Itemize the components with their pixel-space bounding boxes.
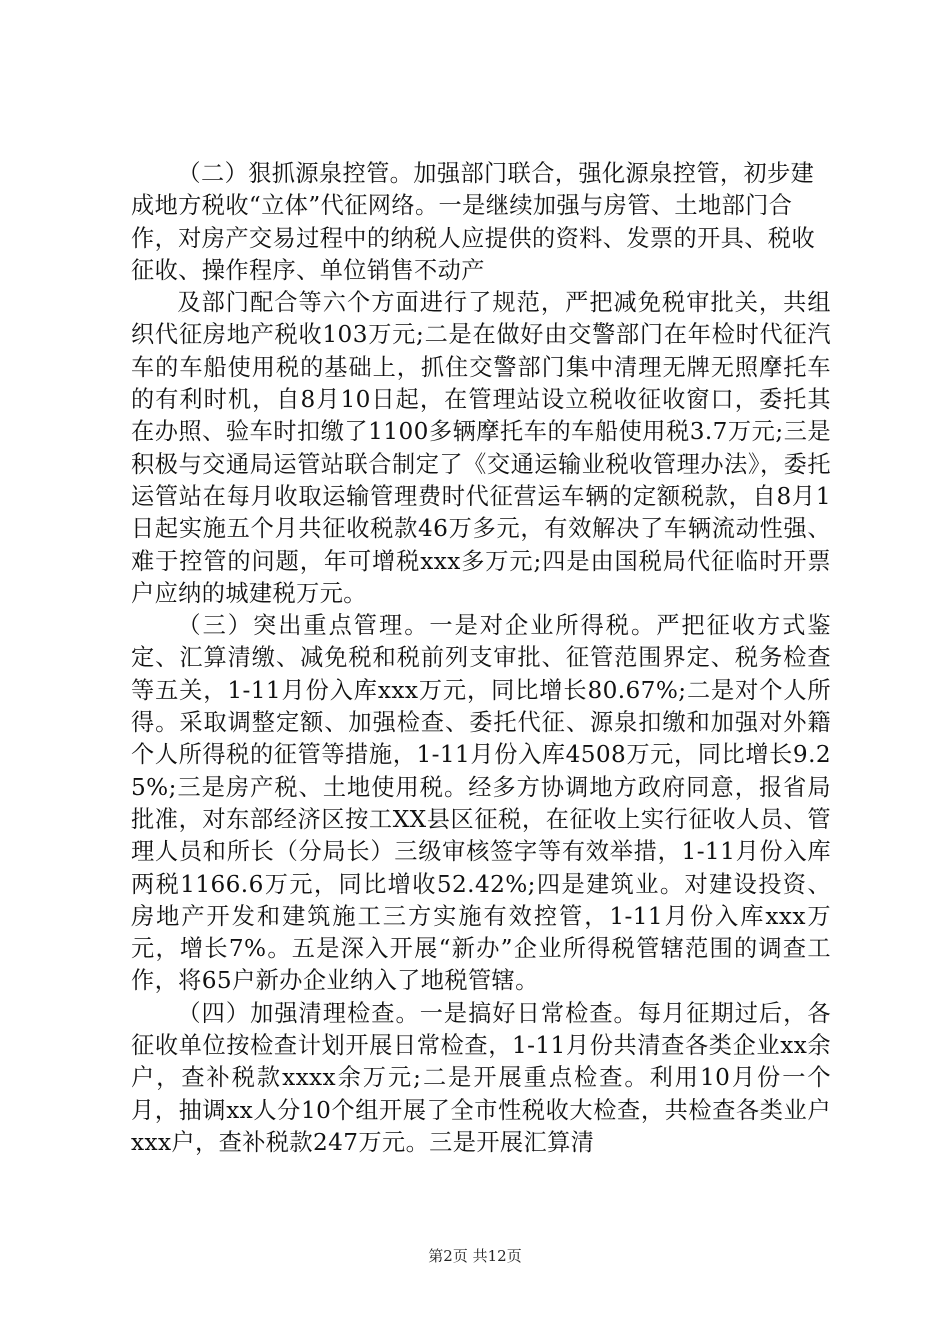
paragraph-department-cooperation: 及部门配合等六个方面进行了规范，严把减免税审批关，共组织代征房地产税收103万元;二是在做好由交警部门在年检时代征汽车的车船使用税的基础上，抓住交警部门集中清理无牌无照摩托车的有利时机，自8月10日起，在管理站设立税收征收窗口，委托其在办照、验车时扣缴了1100多辆摩托车的车船使用税3.7万元;三是积极与交通局运管站联合制定了《交通运输业税收管理办法》，委托运管站在每月收取运输管理费时代征营运车辆的定额税款，自8月1日起实施五个月共征收税款46万多元，有效解决了车辆流动性强、难于控管的问题，年可增税xxx多万元;四是由国税局代征临时开票户应纳的城建税万元。: [131, 289, 831, 607]
document-body: [131, 158, 831, 1159]
paragraph-source-control: （二）狠抓源泉控管。加强部门联合，强化源泉控管，初步建成地方税收“立体”代征网络。一是继续加强与房管、土地部门合作，对房产交易过程中的纳税人应提供的资料、发票的开具、税收征收、操作程序、单位销售不动产: [131, 160, 816, 284]
paragraph-inspection: （四）加强清理检查。一是搞好日常检查。每月征期过后，各征收单位按检查计划开展日常检查，1-11月份共清查各类企业xx余户，查补税款xxxx余万元;二是开展重点检查。利用10月份一个月，抽调xx人分10个组开展了全市性税收大检查，共检查各类业户xxx户，查补税款247万元。三是开展汇算清: [131, 999, 831, 1156]
page-number-footer: 第2页 共12页: [428, 1247, 522, 1265]
paragraph-key-management: （三）突出重点管理。一是对企业所得税。严把征收方式鉴定、汇算清缴、减免税和税前列支审批、征管范围界定、税务检查等五关，1-11月份入库xxx万元，同比增长80.67%;二是对个人所得。采取调整定额、加强检查、委托代征、源泉扣缴和加强对外籍个人所得税的征管等措施，1-11月份入库4508万元，同比增长9.25%;三是房产税、土地使用税。经多方协调地方政府同意，报省局批准，对东部经济区按工XX县区征税，在征收上实行征收人员、管理人员和所长（分局长）三级审核签字等有效举措，1-11月份入库两税1166.6万元，同比增收52.42%;四是建筑业。对建设投资、房地产开发和建筑施工三方实施有效控管，1-11月份入库xxx万元，增长7%。五是深入开展“新办”企业所得税管辖范围的调查工作，将65户新办企业纳入了地税管辖。: [131, 612, 831, 995]
